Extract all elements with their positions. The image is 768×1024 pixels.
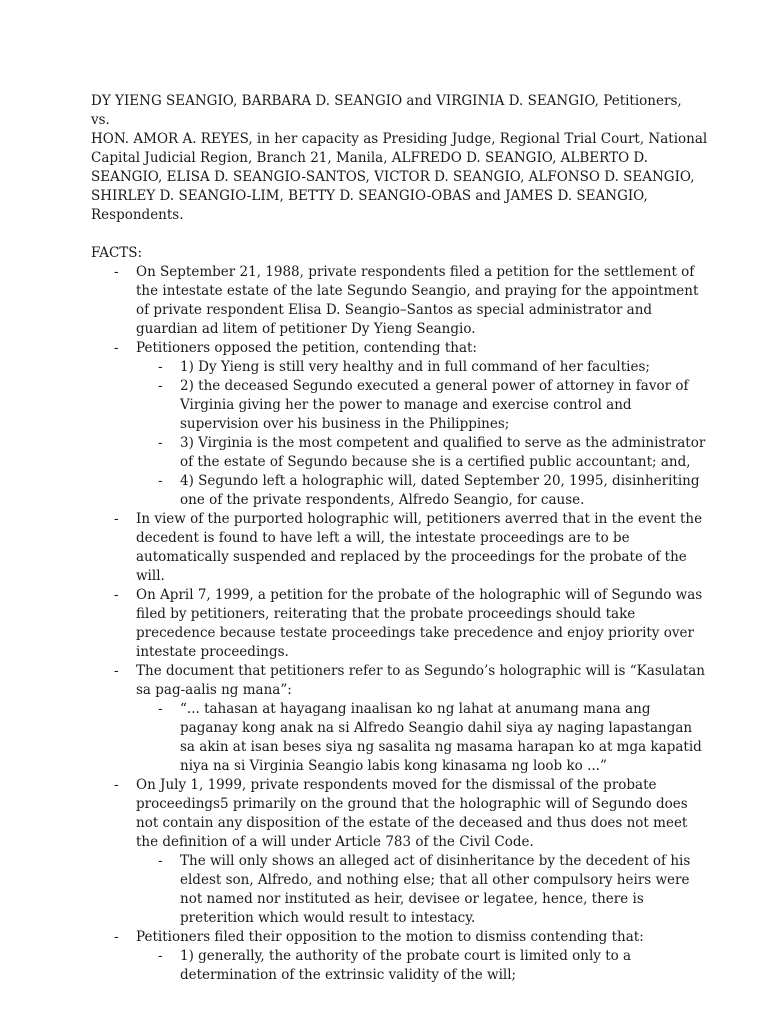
list-item-text: On September 21, 1988, private respondents filed a petition for the settlement of the intestate estate of the late Segundo Seangio, and praying for the appointment of private respondent Elisa D. Seangio–Santos as special administrator and guardian ad litem of petitioner Dy Yieng Seangio. bbox=[136, 264, 699, 337]
list-item bbox=[91, 510, 708, 586]
dash-bullet: - bbox=[114, 264, 119, 280]
list-item-text: 4) Segundo left a holographic will, dated September 20, 1995, disinheriting one of the private respondents, Alfredo Seangio, for cause. bbox=[180, 473, 700, 508]
dash-bullet: - bbox=[158, 853, 163, 869]
facts-list bbox=[91, 263, 708, 985]
list-item-text: On April 7, 1999, a petition for the probate of the holographic will of Segundo was filed by petitioners, reiterating that the probate proceedings should take precedence because testate proceedings take precedence and enjoy priority over intestate proceedings. bbox=[136, 587, 703, 660]
caption-petitioners: DY YIENG SEANGIO, BARBARA D. SEANGIO and VIRGINIA D. SEANGIO, Petitioners, bbox=[91, 93, 682, 109]
sub-list-item bbox=[91, 947, 708, 985]
dash-bullet: - bbox=[114, 587, 119, 603]
list-item bbox=[91, 776, 708, 852]
dash-bullet: - bbox=[114, 663, 119, 679]
dash-bullet: - bbox=[114, 777, 119, 793]
dash-bullet: - bbox=[114, 511, 119, 527]
list-item bbox=[91, 586, 708, 662]
sub-list-item bbox=[91, 434, 708, 472]
caption-versus: vs. bbox=[91, 112, 110, 128]
sub-list-item bbox=[91, 700, 708, 776]
list-item-text: 3) Virginia is the most competent and qualified to serve as the administrator of the estate of Segundo because she is a certified public accountant; and, bbox=[180, 435, 706, 470]
list-item bbox=[91, 263, 708, 339]
list-item-text: 1) generally, the authority of the probate court is limited only to a determination of the extrinsic validity of the will; bbox=[180, 948, 632, 983]
list-item-text: The document that petitioners refer to as Segundo’s holographic will is “Kasulatan sa pag-aalis ng mana”: bbox=[136, 663, 705, 698]
sub-list-item bbox=[91, 852, 708, 928]
sub-list-item bbox=[91, 377, 708, 434]
caption-respondents: HON. AMOR A. REYES, in her capacity as Presiding Judge, Regional Trial Court, National Capital Judicial Region, Branch 21, Manila, ALFREDO D. SEANGIO, ALBERTO D. SEANGIO, ELISA D. SEANGIO-SANTOS, VICTOR D. SEANGIO, ALFONSO D. SEANGIO, SHIRLEY D. SEANGIO-LIM, BETTY D. SEANGIO-OBAS and JAMES D. SEANGIO, Respondents. bbox=[91, 131, 708, 223]
list-item-text: 2) the deceased Segundo executed a general power of attorney in favor of Virginia giving her the power to manage and exercise control and supervision over his business in the Philippines; bbox=[180, 378, 689, 432]
dash-bullet: - bbox=[158, 435, 163, 451]
facts-heading: FACTS: bbox=[91, 245, 143, 261]
list-item-text: On July 1, 1999, private respondents moved for the dismissal of the probate proceedings5 primarily on the ground that the holographic will of Segundo does not contain any disposition of the estate of the deceased and thus does not meet the definition of a will under Article 783 of the Civil Code. bbox=[136, 777, 688, 850]
dash-bullet: - bbox=[158, 948, 163, 964]
list-item bbox=[91, 928, 708, 947]
list-item-text: 1) Dy Yieng is still very healthy and in full command of her faculties; bbox=[180, 359, 650, 375]
dash-bullet: - bbox=[158, 378, 163, 394]
spacer bbox=[91, 225, 708, 244]
dash-bullet: - bbox=[158, 359, 163, 375]
dash-bullet: - bbox=[114, 929, 119, 945]
sub-list-item bbox=[91, 472, 708, 510]
dash-bullet: - bbox=[158, 701, 163, 717]
list-item-text: The will only shows an alleged act of disinheritance by the decedent of his eldest son, Alfredo, and nothing else; that all other compulsory heirs were not named nor instituted as heir, devisee or legatee, hence, there is preterition which would result to intestacy. bbox=[180, 853, 691, 926]
list-item-text: Petitioners opposed the petition, contending that: bbox=[136, 340, 477, 356]
list-item-text: “... tahasan at hayagang inaalisan ko ng lahat at anumang mana ang paganay kong anak na si Alfredo Seangio dahil siya ay naging lapastangan sa akin at isan beses siya ng sasalita ng masama harapan ko at mga kapatid niya na si Virginia Seangio labis kong kinasama ng loob ko ...” bbox=[180, 701, 702, 774]
sub-list-item bbox=[91, 358, 708, 377]
list-item-text: In view of the purported holographic will, petitioners averred that in the event the decedent is found to have left a will, the intestate proceedings are to be automatically suspended and replaced by the proceedings for the probate of the will. bbox=[136, 511, 703, 584]
list-item bbox=[91, 662, 708, 700]
dash-bullet: - bbox=[158, 473, 163, 489]
list-item bbox=[91, 339, 708, 358]
dash-bullet: - bbox=[114, 340, 119, 356]
list-item-text: Petitioners filed their opposition to the motion to dismiss contending that: bbox=[136, 929, 644, 945]
